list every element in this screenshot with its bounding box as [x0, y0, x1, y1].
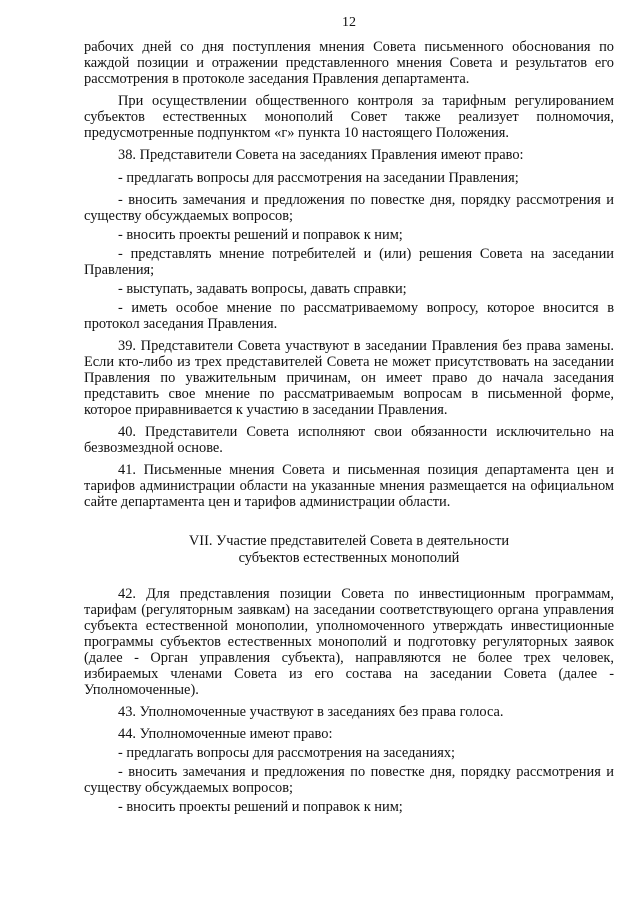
list-item: - представлять мнение потребителей и (или) решения Совета на заседании Правления; — [84, 245, 614, 278]
list-item: - вносить проекты решений и поправок к ним; — [118, 798, 403, 815]
page-number: 12 — [342, 15, 356, 30]
paragraph: 43. Уполномоченные участвуют в заседаниях без права голоса. — [118, 703, 504, 720]
paragraph: 39. Представители Совета участвуют в заседании Правления без права замены. Если кто-либо из трех представителей Совета не может присутствовать на заседании Правления по уважительным причинам, он имеет право до начала заседания представить свое мнение по рассматриваемым вопросам в письменной форме, которое приравнивается к участию в заседании Правления. — [84, 338, 614, 418]
list-item: - предлагать вопросы для рассмотрения на заседании Правления; — [118, 169, 519, 186]
paragraph: 40. Представители Совета исполняют свои обязанности исключительно на безвозмездной основе. — [84, 424, 614, 456]
list-item: - выступать, задавать вопросы, давать справки; — [118, 280, 407, 297]
list-item: - иметь особое мнение по рассматриваемому вопросу, которое вносится в протокол заседания Правления. — [84, 299, 614, 332]
paragraph: рабочих дней со дня поступления мнения Совета письменного обоснования по каждой позиции и отражении представленного мнения Совета и результатов его рассмотрения в протоколе заседания Правления департамента. — [84, 39, 614, 87]
body-text-before — [84, 40, 614, 511]
body-text-after — [84, 587, 614, 816]
section-heading — [84, 533, 614, 566]
section-heading-line: субъектов естественных монополий — [238, 549, 460, 566]
paragraph: 38. Представители Совета на заседаниях Правления имеют право: — [118, 147, 524, 164]
paragraph: При осуществлении общественного контроля за тарифным регулированием субъектов естественных монополий Совет также реализует полномочия, предусмотренные подпунктом «г» пункта 10 настоящего Положения. — [84, 93, 614, 142]
paragraph: 41. Письменные мнения Совета и письменная позиция департамента цен и тарифов администрации области на указанные мнения размещается на официальном сайте департамента цен и тарифов администрации области. — [84, 462, 614, 511]
section-heading-line: VII. Участие представителей Совета в деятельности — [188, 533, 510, 550]
list-item: - вносить замечания и предложения по повестке дня, порядку рассмотрения и существу обсуждаемых вопросов; — [84, 192, 614, 225]
paragraph: 44. Уполномоченные имеют право: — [118, 726, 333, 743]
list-item: - вносить проекты решений и поправок к ним; — [118, 227, 403, 244]
list-item: - предлагать вопросы для рассмотрения на заседаниях; — [118, 745, 456, 762]
list-item: - вносить замечания и предложения по повестке дня, порядку рассмотрения и существу обсуждаемых вопросов; — [84, 764, 614, 797]
paragraph: 42. Для представления позиции Совета по инвестиционным программам, тарифам (регуляторным заявкам) на заседании соответствующего органа управления субъекта естественной монополии, уполномоченного утверждать инвестиционные программы субъектов естественных монополий и подготовку регуляторных заявок (далее - Орган управления субъекта), направляются не более трех человек, избираемых членами Совета из его состава на заседании Совета (далее - Уполномоченные). — [84, 586, 614, 698]
